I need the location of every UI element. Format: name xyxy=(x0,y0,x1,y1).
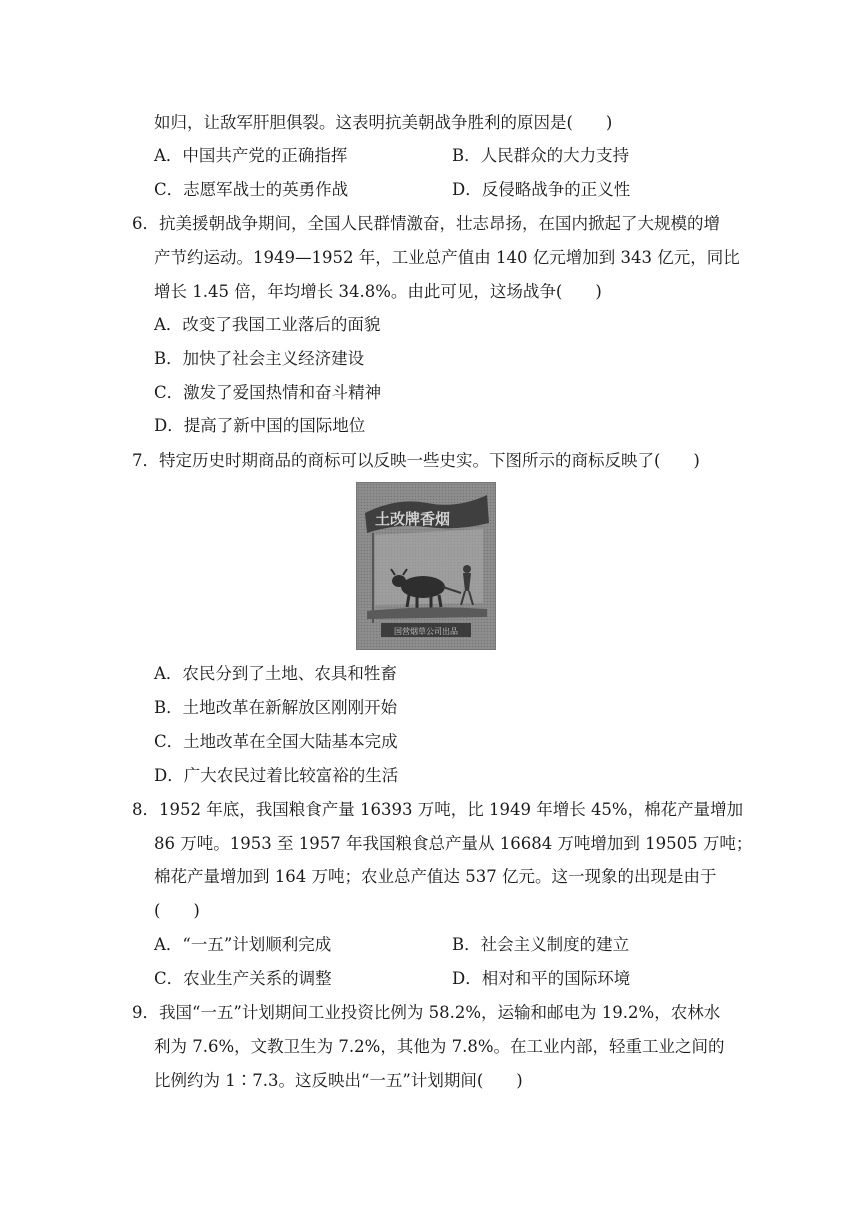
q7-option-b: B．土地改革在新解放区刚刚开始 xyxy=(154,698,398,717)
q8-stem-line-2: 86 万吨。1953 至 1957 年我国粮食总产量从 16684 万吨增加到 19505 万吨； xyxy=(154,834,753,853)
q7-option-d: D．广大农民过着比较富裕的生活 xyxy=(154,766,399,785)
q7-stem: 7．特定历史时期商品的商标可以反映一些史实。下图所示的商标反映了( ) xyxy=(132,451,700,470)
q8-stem-line-3: 棉花产量增加到 164 万吨；农业总产值达 537 亿元。这一现象的出现是由于 xyxy=(154,867,717,886)
q8-option-d: D．相对和平的国际环境 xyxy=(452,969,631,988)
q6-option-d: D．提高了新中国的国际地位 xyxy=(154,416,366,435)
q8-option-a: A．“一五”计划顺利完成 xyxy=(154,935,332,954)
q8-stem-line-1: 8．1952 年底，我国粮食产量 16393 万吨，比 1949 年增长 45%，棉花产量增加 xyxy=(132,800,744,819)
trademark-bottom-text: 国营烟草公司出品 xyxy=(394,627,458,636)
q6-option-b: B．加快了社会主义经济建设 xyxy=(154,349,365,368)
q6-option-c: C．激发了爱国热情和奋斗精神 xyxy=(154,383,382,402)
q5-option-b: B．人民群众的大力支持 xyxy=(452,146,630,165)
q8-stem-line-4: ( ) xyxy=(154,901,200,920)
q5-option-d: D．反侵略战争的正义性 xyxy=(452,180,631,199)
q6-stem-line-3: 增长 1.45 倍，年均增长 34.8%。由此可见，这场战争( ) xyxy=(154,282,602,301)
q8-option-c: C．农业生产关系的调整 xyxy=(154,969,332,988)
q9-stem-line-2: 利为 7.6%，文教卫生为 7.2%，其他为 7.8%。在工业内部，轻重工业之间的 xyxy=(154,1037,725,1056)
q7-option-a: A．农民分到了土地、农具和牲畜 xyxy=(154,664,397,683)
q5-option-a: A．中国共产党的正确指挥 xyxy=(154,146,348,165)
q6-stem-line-2: 产节约运动。1949—1952 年，工业总产值由 140 亿元增加到 343 亿元，同比 xyxy=(154,248,740,267)
q8-option-b: B．社会主义制度的建立 xyxy=(452,935,630,954)
q6-stem-line-1: 6．抗美援朝战争期间，全国人民群情激奋，壮志昂扬，在国内掀起了大规模的增 xyxy=(132,214,720,233)
q5-stem-tail: 如归，让敌军肝胆俱裂。这表明抗美朝战争胜利的原因是( ) xyxy=(154,113,613,132)
q9-stem-line-1: 9．我国“一五”计划期间工业投资比例为 58.2%，运输和邮电为 19.2%，农林水 xyxy=(132,1003,721,1022)
q7-option-c: C．土地改革在全国大陆基本完成 xyxy=(154,732,398,751)
q6-option-a: A．改变了我国工业落后的面貌 xyxy=(154,315,381,334)
q5-option-c: C．志愿军战士的英勇作战 xyxy=(154,180,349,199)
q9-stem-line-3: 比例约为 1∶7.3。这反映出“一五”计划期间( ) xyxy=(154,1071,523,1090)
trademark-brand-text: 土改牌香烟 xyxy=(375,510,451,528)
cigarette-trademark-image xyxy=(356,482,496,650)
trademark-illustration xyxy=(357,483,495,649)
